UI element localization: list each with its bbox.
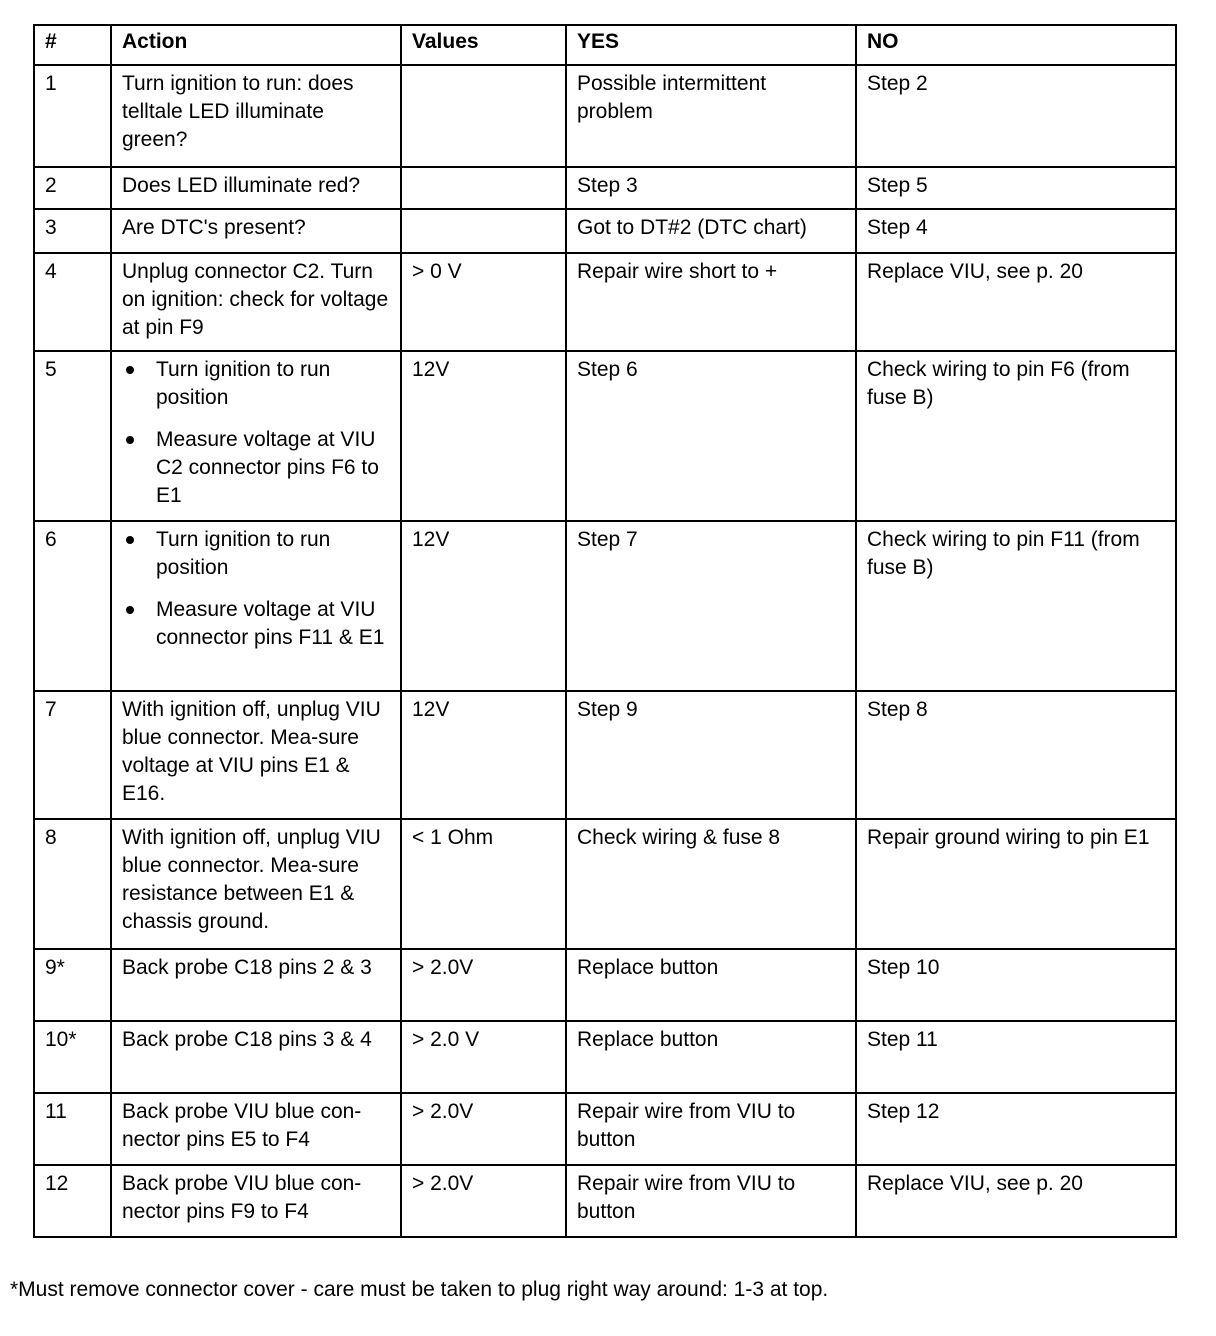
yes-cell: Check wiring & fuse 8 xyxy=(566,819,856,949)
no-cell: Check wiring to pin F6 (from fuse B) xyxy=(856,351,1176,521)
step-number: 7 xyxy=(34,691,111,819)
footnote: *Must remove connector cover - care must be taken to plug right way around: 1-3 at top. xyxy=(10,1278,829,1301)
action-cell: With ignition off, unplug VIU blue connector. Mea-sure resistance between E1 & chassis ground. xyxy=(111,819,401,949)
table-row xyxy=(34,691,1176,819)
table-row xyxy=(34,253,1176,351)
table-row xyxy=(34,209,1176,253)
bullet-icon xyxy=(126,606,134,614)
no-cell: Repair ground wiring to pin E1 xyxy=(856,819,1176,949)
header-step-number: # xyxy=(34,25,111,65)
step-number: 6 xyxy=(34,521,111,691)
table-row xyxy=(34,351,1176,521)
bullet-icon xyxy=(126,366,134,374)
action-cell: Are DTC's present? xyxy=(111,209,401,253)
table-row xyxy=(34,949,1176,1021)
action-cell: Back probe C18 pins 2 & 3 xyxy=(111,949,401,1021)
action-bullet-text: Measure voltage at VIU C2 connector pins F6 to E1 xyxy=(156,428,379,507)
step-number: 12 xyxy=(34,1165,111,1237)
action-cell: Does LED illuminate red? xyxy=(111,167,401,209)
header-no: NO xyxy=(856,25,1176,65)
no-cell: Replace VIU, see p. 20 xyxy=(856,253,1176,351)
header-action: Action xyxy=(111,25,401,65)
action-bullet-list xyxy=(122,526,392,652)
yes-cell: Step 9 xyxy=(566,691,856,819)
table-row xyxy=(34,1093,1176,1165)
table-row xyxy=(34,819,1176,949)
values-cell xyxy=(401,167,566,209)
action-bullet-text: Measure voltage at VIU connector pins F11 & E1 xyxy=(156,598,385,649)
table-row xyxy=(34,521,1176,691)
step-number: 4 xyxy=(34,253,111,351)
yes-cell: Replace button xyxy=(566,949,856,1021)
table-row xyxy=(34,167,1176,209)
action-cell: With ignition off, unplug VIU blue connector. Mea-sure voltage at VIU pins E1 & E16. xyxy=(111,691,401,819)
step-number: 9* xyxy=(34,949,111,1021)
yes-cell: Repair wire short to + xyxy=(566,253,856,351)
table-row xyxy=(34,1021,1176,1093)
bullet-icon xyxy=(126,436,134,444)
action-cell: Back probe C18 pins 3 & 4 xyxy=(111,1021,401,1093)
diagnostic-table xyxy=(33,24,1177,1238)
no-cell: Replace VIU, see p. 20 xyxy=(856,1165,1176,1237)
no-cell: Step 2 xyxy=(856,65,1176,167)
no-cell: Step 5 xyxy=(856,167,1176,209)
step-number: 10* xyxy=(34,1021,111,1093)
table-row xyxy=(34,65,1176,167)
yes-cell: Repair wire from VIU to button xyxy=(566,1093,856,1165)
header-yes: YES xyxy=(566,25,856,65)
values-cell xyxy=(401,209,566,253)
yes-cell: Step 3 xyxy=(566,167,856,209)
table-header-row xyxy=(34,25,1176,65)
values-cell: 12V xyxy=(401,691,566,819)
no-cell: Step 11 xyxy=(856,1021,1176,1093)
yes-cell: Repair wire from VIU to button xyxy=(566,1165,856,1237)
step-number: 8 xyxy=(34,819,111,949)
action-bullet xyxy=(122,356,392,412)
values-cell xyxy=(401,65,566,167)
action-cell: Turn ignition to run: does telltale LED illuminate green? xyxy=(111,65,401,167)
action-cell: Unplug connector C2. Turn on ignition: check for voltage at pin F9 xyxy=(111,253,401,351)
action-cell: Back probe VIU blue con-nector pins F9 to F4 xyxy=(111,1165,401,1237)
yes-cell: Got to DT#2 (DTC chart) xyxy=(566,209,856,253)
no-cell: Step 10 xyxy=(856,949,1176,1021)
values-cell: 12V xyxy=(401,521,566,691)
action-bullet xyxy=(122,596,392,652)
values-cell: > 2.0V xyxy=(401,1093,566,1165)
action-cell xyxy=(111,521,401,691)
header-values: Values xyxy=(401,25,566,65)
values-cell: 12V xyxy=(401,351,566,521)
step-number: 2 xyxy=(34,167,111,209)
yes-cell: Possible intermittent problem xyxy=(566,65,856,167)
action-cell xyxy=(111,351,401,521)
no-cell: Step 12 xyxy=(856,1093,1176,1165)
no-cell: Step 8 xyxy=(856,691,1176,819)
values-cell: < 1 Ohm xyxy=(401,819,566,949)
yes-cell: Step 6 xyxy=(566,351,856,521)
step-number: 11 xyxy=(34,1093,111,1165)
no-cell: Step 4 xyxy=(856,209,1176,253)
action-bullet-text: Turn ignition to run position xyxy=(156,358,331,409)
step-number: 1 xyxy=(34,65,111,167)
yes-cell: Step 7 xyxy=(566,521,856,691)
table-row xyxy=(34,1165,1176,1237)
no-cell: Check wiring to pin F11 (from fuse B) xyxy=(856,521,1176,691)
action-bullet xyxy=(122,426,392,510)
yes-cell: Replace button xyxy=(566,1021,856,1093)
action-bullet xyxy=(122,526,392,582)
bullet-icon xyxy=(126,536,134,544)
action-bullet-text: Turn ignition to run position xyxy=(156,528,331,579)
step-number: 5 xyxy=(34,351,111,521)
values-cell: > 2.0V xyxy=(401,1165,566,1237)
values-cell: > 0 V xyxy=(401,253,566,351)
action-cell: Back probe VIU blue con-nector pins E5 to F4 xyxy=(111,1093,401,1165)
action-bullet-list xyxy=(122,356,392,510)
values-cell: > 2.0 V xyxy=(401,1021,566,1093)
values-cell: > 2.0V xyxy=(401,949,566,1021)
step-number: 3 xyxy=(34,209,111,253)
